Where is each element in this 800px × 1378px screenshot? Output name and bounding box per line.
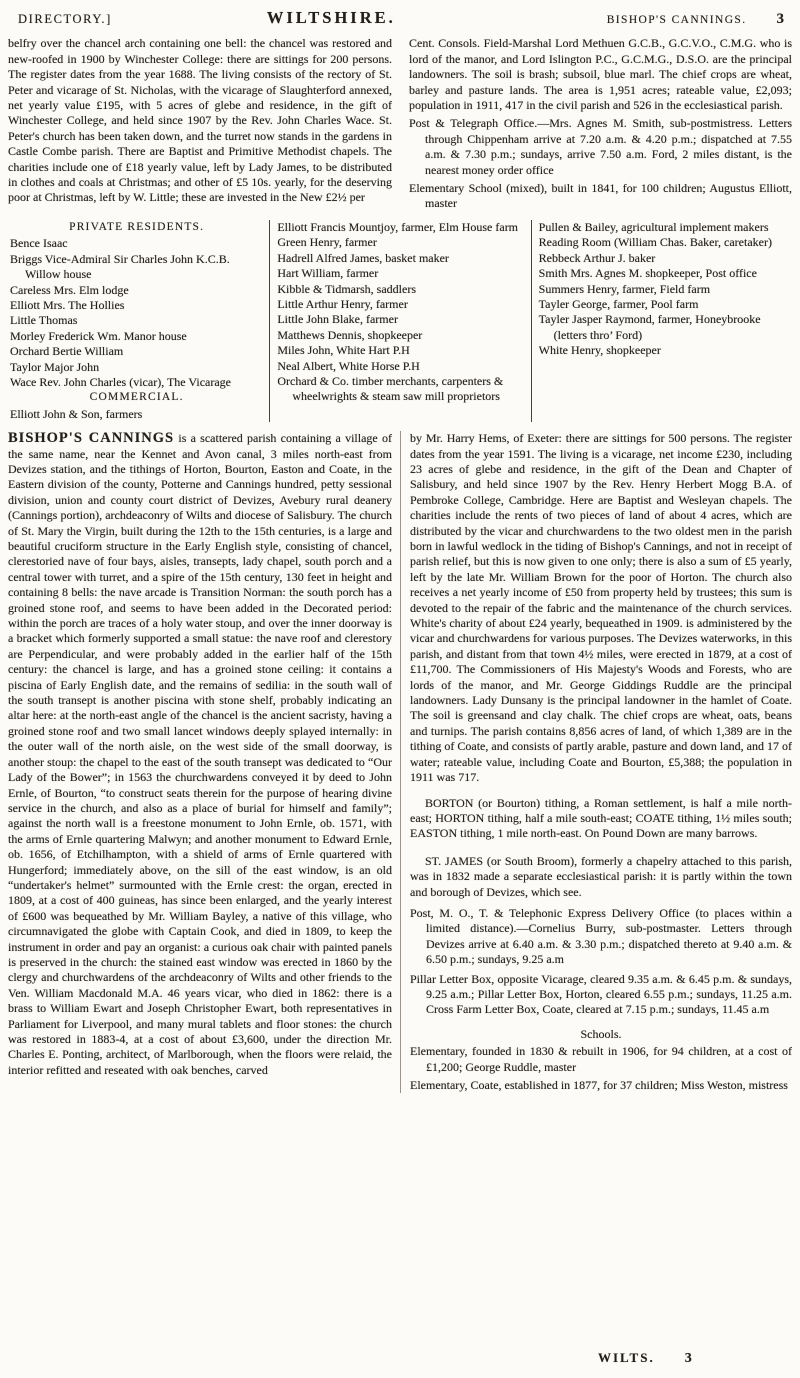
intro-section [8,36,792,211]
trade-entry: Tayler George, farmer, Pool farm [538,296,699,311]
resident-entry: Little Thomas [10,313,78,328]
header-page-number: 3 [776,11,784,27]
trade-entry: Little John Blake, farmer [277,312,398,327]
schools-heading: Schools. [580,1026,622,1041]
resident-entry: Briggs Vice-Admiral Sir Charles John K.C.B. Willow house [10,251,230,282]
header-parish-label: BISHOP'S CANNINGS. [606,14,747,26]
article-right-paragraph: by Mr. Harry Hems, of Exeter: there are sittings for 500 persons. The register dates from the year 1591. The living is a vicarage, net income £230, including 23 acres of glebe and residence, in the gift of the Dean and Chapter of Salisbury, and held since 1907 by the Rev. Henry Herbert Mogg B.A. of Pembroke College, Cambridge. Here are Baptist and Wesleyan chapels. The charities include the rents of two pieces of land of about 4 acres, which are distributed by the vicar and churchwardens to the two oldest men in the parish born in lawful wedlock in the tiding of Bishop's Cannings, and not in receipt of parish relief, but this is now given to one only; there is also a sum of £5 yearly, left by the late Mr. William Brown for the poor of Horton. The church also receives a net yearly income of £50 from property held by trustees; this sum is devoted to the repair of the fabric and the maintenance of the church services. White's charity of about £24 yearly, bequeathed in 1909. is administered by the vicar and churchwardens for various purposes. The Devizes waterworks, in this parish, and distant from that town 4½ miles, were erected in 1879, at a cost of £11,700. The Commissioners of His Majesty's Woods and Forests, who are lords of the manor, and Mr. George Giddings Ruddle are the principal landowners. Lady Dunsany is the principal landowner in the hamlet of Coate. The soil is greensand and clay chalk. The chief crops are wheat, oats, beans and turnips. The parish contains 8,856 acres of land, of which 1,389 are in the tithing of Coate, and consists of partly arable, pasture and down land, and 17 of water; rateable value, including Coate and Bourton, £5,388; the population in 1911 was 717. [410,431,792,785]
trade-entry: Tayler Jasper Raymond, farmer, Honeybrooke (letters thro’ Ford) [538,312,761,342]
article-left-column [8,431,400,1093]
footer-page-number: 3 [684,1350,692,1366]
resident-entry: Bence Isaac [10,236,68,251]
trade-entry: Neal Albert, White Horse P.H [277,358,420,373]
commercial-heading: COMMERCIAL. [89,391,184,404]
running-header [8,6,792,31]
article-section [8,431,792,1093]
trade-entry: White Henry, shopkeeper [538,343,661,358]
school-entry: Elementary, Coate, established in 1877, for 37 children; Miss Weston, mistress [410,1078,788,1092]
page-footer [598,1350,692,1366]
resident-entry: Wace Rev. John Charles (vicar), The Vicarage [10,374,231,389]
school-entry: Elementary, founded in 1830 & rebuilt in 1906, for 94 children, at a cost of £1,200; George Ruddle, master [410,1044,792,1074]
commercial-entry: Elliott John & Son, farmers [10,406,143,421]
article-left-text: is a scattered parish containing a village of the same name, near the Kennet and Avon canal, 3 miles north-east from Devizes station, and the tithings of Horton, Bourton, Easton and Coate, in the Eastern division of the county, Potterne and Cannings hundred, petty sessional division, union and county court district of Devizes, Avebury rural deanery (Cannings portion), archdeaconry of Wilts and diocese of Salisbury. The church of St. Mary the Virgin, built during the 12th to the 15th centuries, is a large and beautiful cruciform structure in the Early English style, consisting of chancel, clerestoried nave of four bays, aisles, transepts, lady chapel, south porch and a central tower with turret, and a spire of the 15th century, 130 feet in height and containing 8 bells: the nave arcade is Transition Norman: the south porch has a groined stone roof, and seems to have been added in the Decorated period: within the porch are traces of a holy water stoup, and over the inner doorway is a bracket which formerly supported a small statue: the nave roof and clerestory are Perpendicular, and were probably added in the earlier half of the 15th century: the chancel is large, and has a groined stone ceiling: it contains a piscina of Early English date, and the remains of sedilia: in the south wall of the south transept is another piscina with stone shelf, probably indicating an altar here: at the north-east angle of the chancel is the ancient sacristy, having a groined stone roof and two small lancet windows deeply splayed internally: in the outer wall of the north aisle, on the west side of the small doorway, is another stoup: the chapel to the east of the south transept was dedicated to “Our Lady of the Bower”; in 1563 the churchwardens conveyed it by deed to John Ernle, of Bourton, “to construct seats therein for the purpose of hearing divine service in the church, and also as a place of burial for himself and family”; against the north wall is a freestone monument to John Ernle, ob. 1571, with the arms of Ernle quartering Malwyn; and another monument to Edward Ernle, ob. 1656, of Etchilhampton, with a shield of arms of Ernle quartered with Hungerford; immediately above, on the sill of the east window, is an old “undertaker's helmet” surmounted with the Ernle crest: the organ, erected in 1809, at a cost of 400 guineas, has since been enlarged, and the yearly interest of £600 was bequeathed by Mr. William Bayley, a native of this village, who circumnavigated the globe with Captain Cook, and died in 1809, to keep the instrument in order and pay an organist: a curious oak chair with painted panels is preserved in the church: the stained east window was erected in 1860 by the clergy and churchwardens of the archdeaconry of Wilts and other friends to the Ven. William Macdonald M.A. 46 years vicar, who died in 1862: there is a brass to William Ewart and Joseph Christopher Ewart, both representatives in Parliament for Liverpool, and many mural tablets and floor stones: the church was restored in 1883-4, at a cost of about £3,600, under the direction Mr. Charles E. Ponting, architect, of Marlborough, when the floors were relaid, the interior refitted and reseated with oak benches, carved [8,431,392,1077]
residents-section [8,220,792,422]
intro-left-column [8,36,400,211]
trade-entry: Smith Mrs. Agnes M. shopkeeper, Post office [538,266,757,281]
article-left-paragraph [8,431,392,1078]
resident-entry: Orchard Bertie William [10,344,124,359]
header-directory-label: DIRECTORY.] [18,12,112,26]
footer-volume-label: WILTS. [598,1349,655,1365]
trade-entry: Matthews Dennis, shopkeeper [277,327,423,342]
trade-entry: Pullen & Bailey, agricultural implement makers [538,219,769,234]
resident-entry: Taylor Major John [10,359,100,374]
trade-entry: Green Henry, farmer [277,235,377,250]
post-office-paragraph: Post, M. O., T. & Telephonic Express Delivery Office (to places within a limited distance).—Cornelius Burry, sub-postmaster. Letters through Devizes arrive at 6.40 a.m. & 3.30 p.m.; dispatched thereto at 9.40 a.m. & 6.50 p.m.; sundays, 9.25 a.m [410,905,792,967]
resident-entry: Careless Mrs. Elm lodge [10,282,129,297]
intro-left-paragraph: belfry over the chancel arch containing one bell: the chancel was restored and new-roofed in 1900 by Winchester College: there are sittings for 200 persons. The register dates from the year 1688. The living consists of the rectory of St. Peter and vicarage of St. Nicholas, with the vicarage of Slaughterford annexed, net yearly value £195, with 5 acres of glebe and residence, in the gift of Winchester College, and held since 1907 by the Rev. John Charles Wace. St. Peter's church has been taken down, and the turret now stands in the gardens in Castle Combe parish. There are Baptist and Primitive Methodist chapels. The charities include one of £18 yearly value, left by Lady James, to be distributed in clothes and coals at Christmas; and other of £5 10s. yearly, for the deserving poor at Christmas, left by W. Little; these are invested in the New £2½ per [8,36,392,205]
trade-entry: Hadrell Alfred James, basket maker [277,250,449,265]
article-right-column [400,431,792,1093]
header-right-group [607,12,784,28]
intro-right-column [400,36,792,211]
trade-entry: Kibble & Tidmarsh, saddlers [277,281,416,296]
st-james-paragraph: ST. JAMES (or South Broom), formerly a chapelry attached to this parish, was in 1832 made a separate ecclesiastical parish: it is partly within the town and borough of Devizes, which see. [410,853,792,899]
residents-column-1 [8,220,269,422]
post-telegraph-paragraph: Post & Telegraph Office.—Mrs. Agnes M. Smith, sub-postmistress. Letters through Chippenham arrive at 7.20 a.m. & 4.20 p.m.; dispatched at 7.55 a.m. & 7.30 p.m.; sundays, arrive 7.50 a.m. Ford, 2 miles distant, is the nearest money order office [409,116,792,177]
residents-column-2 [269,220,530,422]
trade-entry: Reading Room (William Chas. Baker, caretaker) [538,235,772,250]
letter-box-paragraph: Pillar Letter Box, opposite Vicarage, cleared 9.35 a.m. & 6.45 p.m. & sundays, 9.25 a.m.; Pillar Letter Box, Horton, cleared 6.55 p.m.; sundays, 11.25 a.m. Cross Farm Letter Box, Coate, cleared at 7.15 p.m.; sundays, 11.45 a.m [410,971,792,1017]
landowners-paragraph: Cent. Consols. Field-Marshal Lord Methuen G.C.B., G.C.V.O., C.M.G. who is lord of the manor, and Lord Islington P.C., G.C.M.G., D.S.O. are the principal landowners. The soil is brash; subsoil, blue marl. The chief crops are wheat, barley and pasture lands. The area is 1,951 acres; rateable value, £2,093; population in 1911, 417 in the civil parish and 526 in the ecclesiastical parish. [409,36,792,113]
resident-entry: Morley Frederick Wm. Manor house [10,328,187,343]
trade-entry: Orchard & Co. timber merchants, carpenters & wheelwrights & steam saw mill proprietors [277,373,504,404]
residents-column-3 [531,220,792,422]
trade-entry: Elliott Francis Mountjoy, farmer, Elm House farm [277,219,519,234]
resident-entry: Elliott Mrs. The Hollies [10,297,125,312]
parish-article-heading: BISHOP'S CANNINGS [8,430,175,447]
trade-entry: Rebbeck Arthur J. baker [538,250,656,265]
elementary-school-paragraph: Elementary School (mixed), built in 1841, for 100 children; Augustus Elliott, master [409,181,792,211]
private-residents-heading: PRIVATE RESIDENTS. [69,220,205,233]
trade-entry: Little Arthur Henry, farmer [277,296,408,311]
tithings-paragraph: BORTON (or Bourton) tithing, a Roman settlement, is half a mile north-east; HORTON tithing, half a mile south-east; COATE tithing, 1½ miles south; EASTON tithing, 1 mile north-east. On Pound Down are many barrows. [410,795,792,841]
header-county-title: WILTSHIRE. [266,8,396,27]
trade-entry: Summers Henry, farmer, Field farm [538,281,711,296]
trade-entry: Hart William, farmer [277,266,379,281]
trade-entry: Miles John, White Hart P.H [277,343,410,358]
